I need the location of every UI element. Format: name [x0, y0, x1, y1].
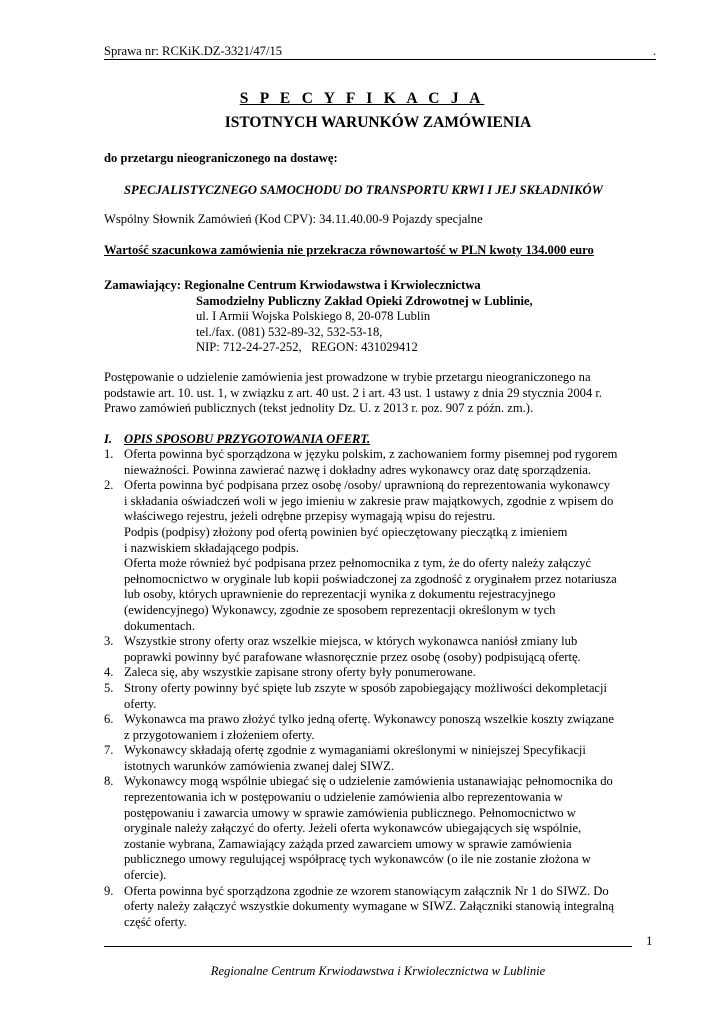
header-trailing-dot: . — [652, 44, 656, 58]
intro-paragraph — [104, 370, 656, 417]
list-item-line: Wykonawcy składają ofertę zgodnie z wymaganiami określonymi w niniejszej Specyfikacji — [124, 743, 586, 758]
section-number: I. — [104, 432, 113, 446]
intro-line: podstawie art. 10. ust. 1, w związku z art. 40 ust. 2 i art. 43 ust. 1 ustawy z dnia 29 stycznia 2004 r. — [104, 385, 603, 400]
footer-divider — [104, 946, 632, 947]
contracting-authority — [104, 278, 481, 293]
list-item-line: część oferty. — [124, 914, 187, 929]
list-item-line: Oferta powinna być podpisana przez osobę /osoby/ uprawnioną do reprezentowania wykonawcy — [124, 478, 611, 493]
cpv-code: Wspólny Słownik Zamówień (Kod CPV): 34.11.40.00-9 Pojazdy specjalne — [104, 212, 483, 226]
list-item — [104, 634, 656, 665]
list-item-line: lub osoby, których uprawnienie do reprezentacji wynika z dokumentu rejestracyjnego — [124, 587, 556, 602]
page-header — [104, 44, 656, 60]
order-subject: SPECJALISTYCZNEGO SAMOCHODU DO TRANSPORTU KRWI I JEJ SKŁADNIKÓW — [124, 183, 603, 197]
list-item — [104, 774, 656, 883]
page-number: 1 — [646, 933, 653, 948]
contracting-ids: NIP: 712-24-27-252, REGON: 431029412 — [196, 340, 418, 355]
section-heading — [104, 432, 370, 447]
list-item-line: Wszystkie strony oferty oraz wszelkie miejsca, w których wykonawca naniósł zmiany lub — [124, 634, 578, 649]
list-item-line: pełnomocnictwo w oryginale lub kopii poświadczonej za zgodność z oryginałem przez notariusza — [124, 571, 617, 586]
list-item-line: i składania oświadczeń woli w jego imieniu w zakresie praw majątkowych, zgodnie z wpisem do — [124, 493, 614, 508]
list-item-line: i nazwiskiem składającego podpis. — [124, 540, 299, 555]
list-item-number: 7. — [104, 743, 114, 758]
list-item-line: nieważności. Powinna zawierać nazwę i dokładny adres wykonawcy oraz datę sporządzenia. — [124, 462, 592, 477]
list-item-line: (ewidencyjnego) Wykonawcy, zgodnie ze sposobem reprezentacji określonym w tych — [124, 602, 556, 617]
intro-line: Postępowanie o udzielenie zamówienia jest prowadzone w trybie przetargu nieograniczonego na — [104, 370, 591, 384]
list-item — [104, 681, 656, 712]
list-item-line: Zaleca się, aby wszystkie zapisane strony oferty były ponumerowane. — [124, 665, 476, 680]
list-item-line: Oferta powinna być sporządzona w języku polskim, z zachowaniem formy pisemnej pod rygorem — [124, 447, 618, 461]
list-item-line: Oferta może również być podpisana przez pełnomocnika z tym, że do oferty należy załączyć — [124, 556, 592, 571]
list-item-line: poprawki powinny być parafowane własnoręcznie przez osobę (osoby) podpisującą ofertę. — [124, 649, 581, 664]
document-subtitle: ISTOTNYCH WARUNKÓW ZAMÓWIENIA — [224, 114, 532, 131]
list-item — [104, 478, 656, 634]
list-item-line: z przygotowaniem i złożeniem oferty. — [124, 727, 315, 742]
list-item-number: 3. — [104, 634, 114, 649]
list-item-line: oferty. — [124, 696, 157, 711]
list-item-line: istotnych warunków zamówienia zwanej dalej SIWZ. — [124, 758, 394, 773]
list-item-number: 6. — [104, 712, 114, 727]
list-item-number: 9. — [104, 883, 114, 898]
case-number: Sprawa nr: RCKiK.DZ-3321/47/15 — [104, 44, 283, 58]
list-item — [104, 712, 656, 743]
intro-line: Prawo zamówień publicznych (tekst jednolity Dz. U. z 2013 r. poz. 907 z późn. zm.). — [104, 401, 534, 416]
contracting-name-2: Samodzielny Publiczny Zakład Opieki Zdrowotnej w Lublinie, — [196, 294, 533, 308]
list-item-line: Wykonawcy mogą wspólnie ubiegać się o udzielenie zamówienia ustanawiając pełnomocnika do — [124, 774, 613, 789]
list-item-line: publicznego umowy regulującej współpracę tych wykonawców (o ile nie zostanie złożona w — [124, 852, 591, 867]
list-item-number: 1. — [104, 447, 114, 461]
contracting-phone: tel./fax. (081) 532-89-32, 532-53-18, — [196, 324, 383, 339]
contracting-name-1: Regionalne Centrum Krwiodawstwa i Krwiolecznictwa — [184, 278, 481, 292]
contracting-address: ul. I Armii Wojska Polskiego 8, 20-078 Lublin — [196, 309, 431, 324]
list-item — [104, 743, 656, 774]
list-item — [104, 665, 656, 681]
page-footer: Regionalne Centrum Krwiodawstwa i Krwiolecznictwa w Lublinie — [210, 964, 546, 978]
list-item-line: oryginale należy załączyć do oferty. Jeżeli oferta wykonawców ubiegających się wspólnie, — [124, 821, 582, 836]
offer-requirements-list — [104, 447, 656, 930]
list-item — [104, 447, 656, 478]
list-item-line: właściwego rejestru, jeżeli odrębne przepisy wymagają wpisu do rejestru. — [124, 509, 496, 524]
estimated-value: Wartość szacunkowa zamówienia nie przekracza równowartość w PLN kwoty 134.000 euro — [104, 243, 594, 257]
list-item-line: Podpis (podpisy) złożony pod ofertą powinien być opieczętowany pieczątką z imieniem — [124, 524, 568, 539]
list-item — [104, 884, 656, 931]
list-item-number: 8. — [104, 774, 114, 789]
document-title: S P E C Y F I K A C J A — [239, 90, 485, 107]
list-item-line: postępowaniu i zawarcia umowy w sprawie zamówienia publicznego. Pełnomocnictwo w — [124, 805, 576, 820]
list-item-line: Oferta powinna być sporządzona zgodnie ze wzorem stanowiącym załącznik Nr 1 do SIWZ. Do — [124, 883, 609, 898]
list-item-line: dokumentach. — [124, 618, 195, 633]
list-item-number: 2. — [104, 478, 114, 493]
contracting-label: Zamawiający: — [104, 278, 181, 292]
procedure-line: do przetargu nieograniczonego na dostawę: — [104, 151, 338, 165]
list-item-line: reprezentowania ich w postępowaniu o udzielenie zamówienia albo reprezentowania w — [124, 790, 563, 805]
contracting-details — [196, 294, 533, 356]
list-item-line: ofercie). — [124, 868, 167, 883]
section-title: OPIS SPOSOBU PRZYGOTOWANIA OFERT. — [124, 432, 371, 446]
list-item-line: oferty należy załączyć wszystkie dokumenty wymagane w SIWZ. Załączniki stanowią integralną — [124, 899, 614, 914]
list-item-number: 4. — [104, 665, 114, 680]
list-item-number: 5. — [104, 680, 114, 695]
list-item-line: Wykonawca ma prawo złożyć tylko jedną ofertę. Wykonawcy ponoszą wszelkie koszty związane — [124, 712, 614, 727]
list-item-line: zostanie wybrana, Zamawiający zażąda przed zawarciem umowy w sprawie zamówienia — [124, 836, 572, 851]
list-item-line: Strony oferty powinny być spięte lub zszyte w sposób zapobiegający możliwości dekompletacji — [124, 680, 607, 695]
